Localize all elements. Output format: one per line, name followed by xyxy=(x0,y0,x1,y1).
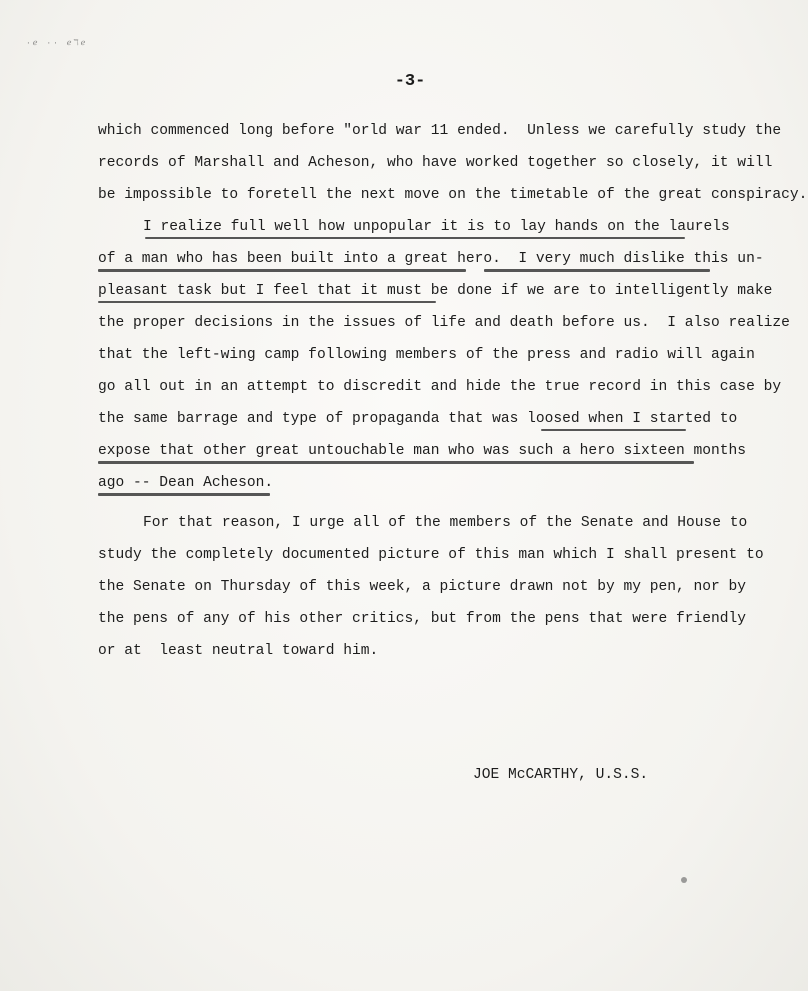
text-line: which commenced long before "orld war 11 ended. Unless we carefully study the xyxy=(98,123,782,139)
text-line: that the left-wing camp following members of the press and radio will again xyxy=(98,347,755,363)
underline-mark xyxy=(145,237,685,239)
page-number: -3- xyxy=(394,72,426,91)
text-line: go all out in an attempt to discredit and hide the true record in this case by xyxy=(98,379,782,395)
text-line: study the completely documented picture of this man which I shall present to xyxy=(98,547,764,563)
text-line: For that reason, I urge all of the members of the Senate and House to xyxy=(108,515,748,531)
text-line: the proper decisions in the issues of life and death before us. I also realize xyxy=(98,315,790,331)
underline-mark xyxy=(98,461,694,464)
text-line: be impossible to foretell the next move on the timetable of the great conspiracy. xyxy=(98,187,808,203)
underline-mark xyxy=(98,493,270,496)
text-line: the Senate on Thursday of this week, a picture drawn not by my pen, nor by xyxy=(98,579,747,595)
faint-header-mark: ·ℯ ·· ℯℸℯ xyxy=(26,39,88,48)
text-line: of a man who has been built into a great hero. I very much dislike this un- xyxy=(98,251,764,267)
text-line: or at least neutral toward him. xyxy=(98,643,379,659)
text-line: the same barrage and type of propaganda that was loosed when I started to xyxy=(98,411,738,427)
underline-mark xyxy=(98,301,436,303)
text-line: I realize full well how unpopular it is to lay hands on the laurels xyxy=(108,219,730,235)
underline-mark xyxy=(541,429,686,431)
ink-speck xyxy=(681,877,687,883)
underline-mark xyxy=(484,269,710,272)
text-line: expose that other great untouchable man who was such a hero sixteen months xyxy=(98,443,747,459)
text-line: pleasant task but I feel that it must be done if we are to intelligently make xyxy=(98,283,773,299)
text-line: ago -- Dean Acheson. xyxy=(98,475,274,491)
underline-mark xyxy=(98,269,466,272)
text-line: the pens of any of his other critics, but from the pens that were friendly xyxy=(98,611,747,627)
signature-line: JOE McCARTHY, U.S.S. xyxy=(473,767,649,783)
text-line: records of Marshall and Acheson, who have worked together so closely, it will xyxy=(98,155,773,171)
